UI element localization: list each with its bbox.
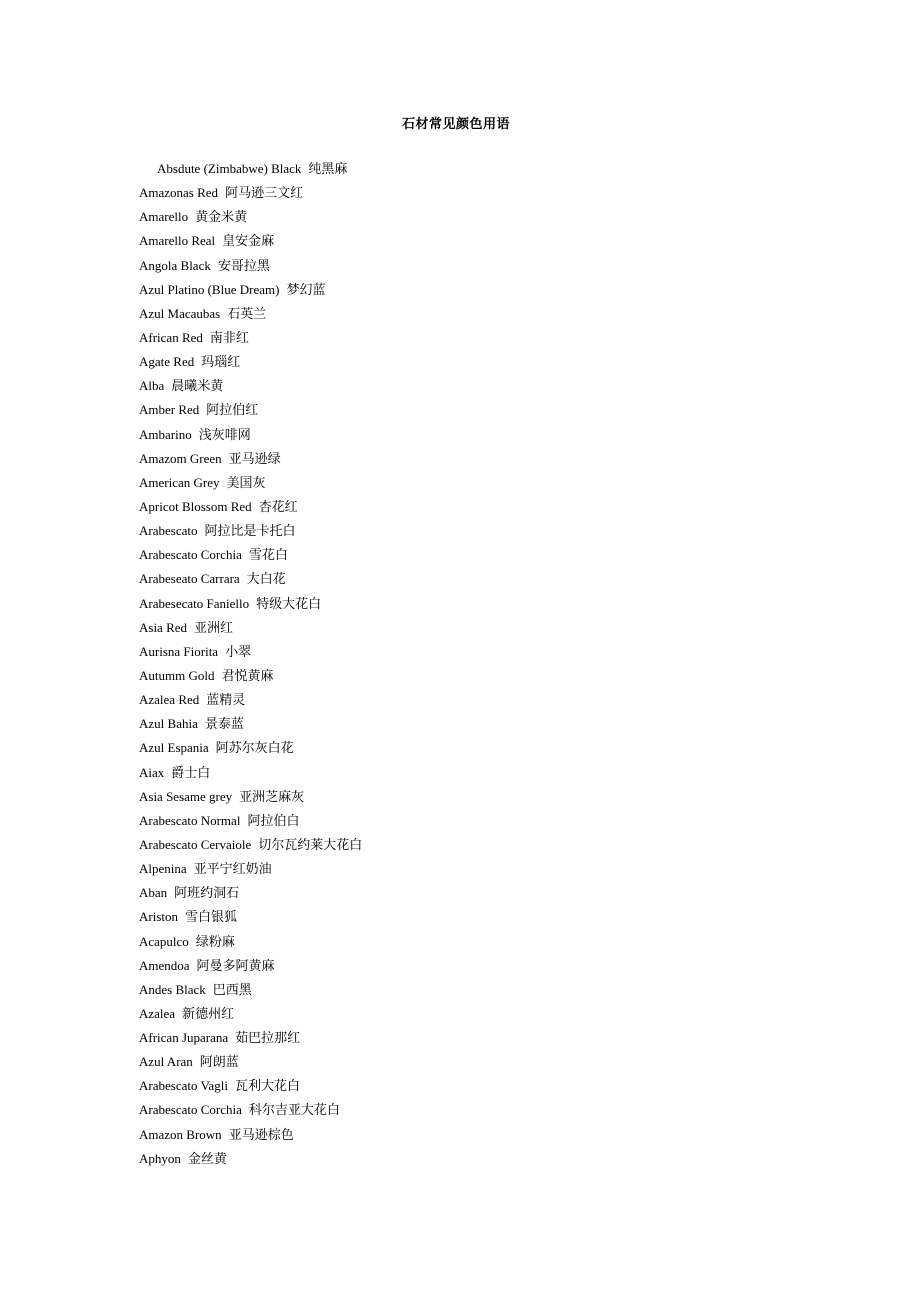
english-term: American Grey (139, 474, 220, 490)
list-item (139, 738, 362, 762)
list-item (139, 811, 362, 835)
list-item (139, 521, 362, 545)
english-term: Arabescato Corchia (139, 547, 242, 563)
list-item (139, 907, 362, 931)
list-item (139, 545, 362, 569)
english-term: Amarello (139, 209, 189, 225)
english-term: Arabescato Cervaiole (139, 836, 252, 852)
english-term: Arabescato Vagli (139, 1078, 228, 1094)
english-term: Amendoa (139, 957, 190, 973)
list-item (139, 594, 362, 618)
list-item (139, 956, 362, 980)
chinese-term: 亚平宁红奶油 (193, 861, 272, 877)
list-item (139, 425, 362, 449)
list-item (139, 763, 362, 787)
list-item (139, 1004, 362, 1028)
list-item (139, 1028, 362, 1052)
chinese-term: 阿拉伯红 (206, 402, 259, 418)
english-term: Amazon Brown (139, 1126, 222, 1142)
english-term: Azul Platino (Blue Dream) (139, 281, 280, 297)
chinese-term: 特级大花白 (256, 595, 322, 611)
chinese-term: 阿班约洞石 (174, 885, 240, 901)
list-item (139, 642, 362, 666)
chinese-term: 杏花红 (258, 498, 298, 514)
list-item (139, 1052, 362, 1076)
list-item (139, 835, 362, 859)
chinese-term: 黄金米黄 (195, 209, 248, 225)
list-item (139, 1149, 362, 1173)
chinese-term: 亚洲红 (194, 619, 234, 635)
list-item (139, 231, 362, 255)
chinese-term: 新德州红 (182, 1005, 235, 1021)
english-term: Arabescato (139, 523, 198, 539)
list-item (139, 714, 362, 738)
chinese-term: 大白花 (246, 571, 286, 587)
list-item (139, 473, 362, 497)
english-term: Asia Sesame grey (139, 788, 233, 804)
chinese-term: 科尔吉亚大花白 (248, 1102, 340, 1118)
list-item (139, 1100, 362, 1124)
list-item (139, 1125, 362, 1149)
english-term: Amazonas Red (139, 185, 219, 201)
chinese-term: 巴西黑 (212, 981, 252, 997)
list-item (139, 497, 362, 521)
english-term: Arabesecato Faniello (139, 595, 250, 611)
chinese-term: 景泰蓝 (204, 716, 244, 732)
english-term: African Red (139, 329, 203, 345)
list-item (139, 352, 362, 376)
chinese-term: 南非红 (209, 329, 249, 345)
list-item (139, 690, 362, 714)
chinese-term: 雪白银狐 (185, 909, 238, 925)
chinese-term: 小翠 (225, 643, 252, 659)
chinese-term: 美国灰 (226, 474, 266, 490)
chinese-term: 浅灰啡网 (198, 426, 251, 442)
english-term: Ambarino (139, 426, 192, 442)
english-term: Aurisna Fiorita (139, 643, 219, 659)
chinese-term: 梦幻蓝 (286, 281, 326, 297)
list-item (139, 449, 362, 473)
list-item (139, 376, 362, 400)
english-term: Alpenina (139, 861, 187, 877)
list-item (139, 400, 362, 424)
list-item (139, 183, 362, 207)
list-item (139, 159, 362, 183)
chinese-term: 阿曼多阿黄麻 (196, 957, 275, 973)
chinese-term: 阿苏尔灰白花 (215, 740, 294, 756)
list-item (139, 618, 362, 642)
chinese-term: 切尔瓦约莱大花白 (258, 836, 363, 852)
english-term: Arabescato Normal (139, 812, 241, 828)
english-term: Apricot Blossom Red (139, 498, 252, 514)
english-term: Amarello Real (139, 233, 216, 249)
english-term: Autumm Gold (139, 667, 215, 683)
list-item (139, 1076, 362, 1100)
english-term: Andes Black (139, 981, 206, 997)
chinese-term: 绿粉麻 (195, 933, 235, 949)
english-term: Agate Red (139, 354, 195, 370)
chinese-term: 晨曦米黄 (171, 378, 224, 394)
list-item (139, 883, 362, 907)
chinese-term: 阿拉伯白 (247, 812, 300, 828)
chinese-term: 石英兰 (227, 305, 267, 321)
english-term: Aiax (139, 764, 165, 780)
english-term: Amber Red (139, 402, 200, 418)
chinese-term: 阿马逊三文红 (225, 185, 304, 201)
english-term: Ariston (139, 909, 178, 925)
list-item (139, 787, 362, 811)
chinese-term: 金丝黄 (187, 1150, 227, 1166)
english-term: African Juparana (139, 1030, 229, 1046)
english-term: Absdute (Zimbabwe) Black (157, 161, 302, 176)
chinese-term: 君悦黄麻 (221, 667, 274, 683)
english-term: Alba (139, 378, 165, 394)
list-item (139, 328, 362, 352)
list-item (139, 980, 362, 1004)
list-item (139, 207, 362, 231)
english-term: Azul Bahia (139, 716, 198, 732)
chinese-term: 安哥拉黑 (217, 257, 270, 273)
list-item (139, 569, 362, 593)
document-title: 石材常见颜色用语 (401, 116, 510, 131)
english-term: Aphyon (139, 1150, 181, 1166)
chinese-term: 亚洲芝麻灰 (239, 788, 305, 804)
english-term: Azalea Red (139, 692, 200, 708)
english-term: Azul Macaubas (139, 305, 221, 321)
chinese-term: 瓦利大花白 (234, 1078, 300, 1094)
english-term: Arabescato Corchia (139, 1102, 242, 1118)
english-term: Arabeseato Carrara (139, 571, 240, 587)
list-item (139, 304, 362, 328)
color-term-list (139, 159, 362, 1173)
chinese-term: 玛瑙红 (201, 354, 241, 370)
english-term: Acapulco (139, 933, 189, 949)
list-item (139, 256, 362, 280)
english-term: Aban (139, 885, 168, 901)
chinese-term: 皇安金麻 (222, 233, 275, 249)
english-term: Azul Espania (139, 740, 209, 756)
english-term: Azalea (139, 1005, 176, 1021)
chinese-term: 阿朗蓝 (199, 1054, 239, 1070)
english-term: Angola Black (139, 257, 211, 273)
list-item (139, 666, 362, 690)
english-term: Amazom Green (139, 450, 222, 466)
chinese-term: 爵士白 (171, 764, 211, 780)
list-item (139, 280, 362, 304)
list-item (139, 932, 362, 956)
chinese-term: 茹巴拉那红 (235, 1030, 301, 1046)
list-item (139, 859, 362, 883)
chinese-term: 亚马逊棕色 (228, 1126, 294, 1142)
chinese-term: 阿拉比是卡托白 (204, 523, 296, 539)
chinese-term: 亚马逊绿 (228, 450, 281, 466)
chinese-term: 雪花白 (248, 547, 288, 563)
chinese-term: 蓝精灵 (206, 692, 246, 708)
english-term: Asia Red (139, 619, 188, 635)
english-term: Azul Aran (139, 1054, 193, 1070)
chinese-term: 纯黑麻 (308, 161, 348, 176)
